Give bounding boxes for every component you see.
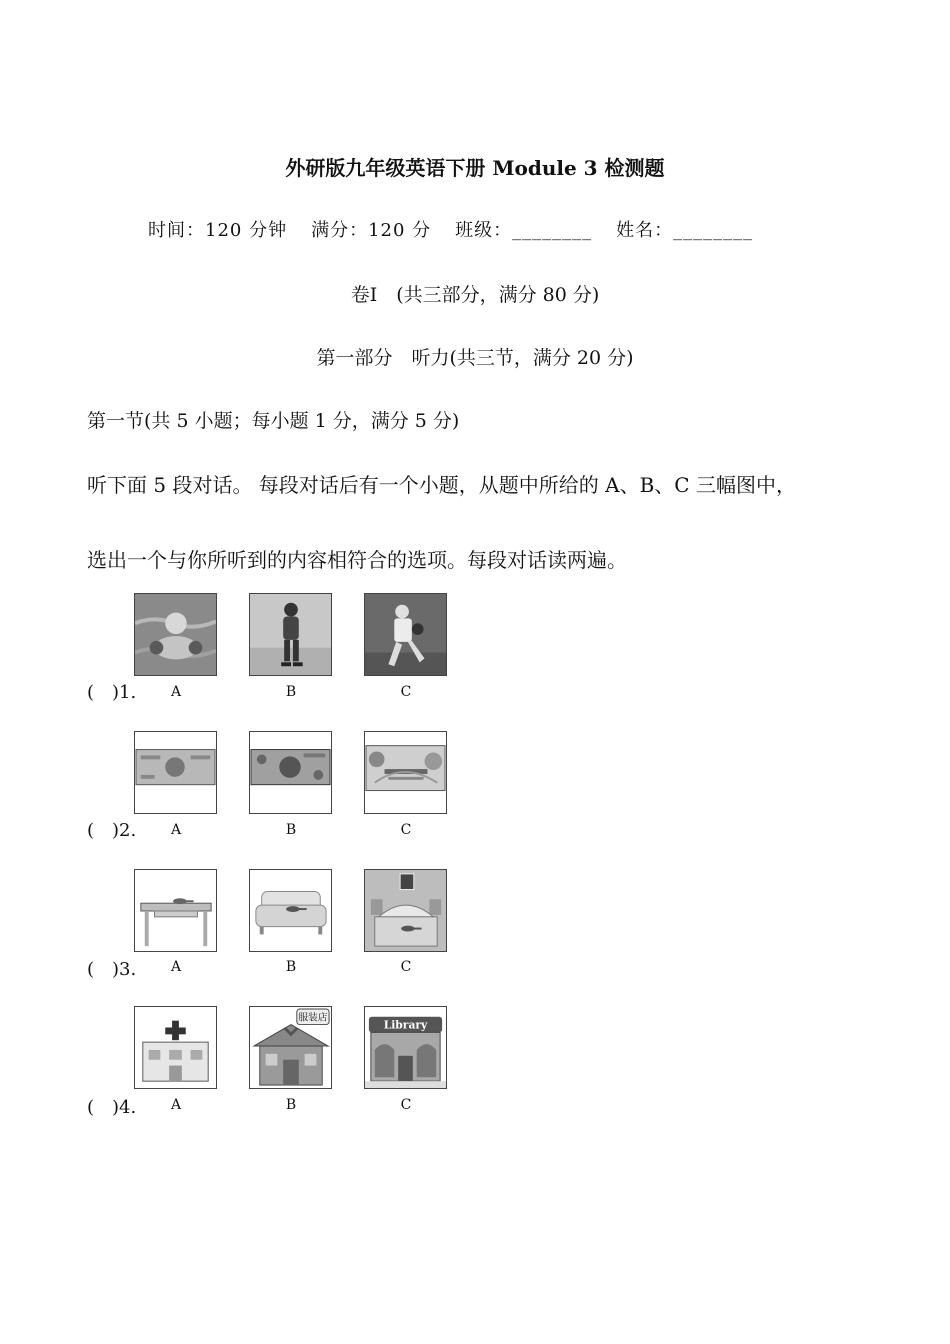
shop-sign-text: 服装店 <box>298 1012 328 1024</box>
hospital-building[interactable] <box>134 1006 217 1089</box>
question-2 <box>0 730 950 850</box>
section-heading: 第一节(共 5 小题；每小题 1 分，满分 5 分) <box>87 410 460 432</box>
option-a-label: A <box>170 822 182 838</box>
sofa-with-key[interactable] <box>249 869 332 952</box>
instruction-line-1: 听下面 5 段对话。 每段对话后有一个小题，从题中所给的 A、B、C 三幅图中， <box>87 473 796 497</box>
exam-time: 时间：120 分钟 <box>148 220 288 241</box>
option-c-label: C <box>400 959 412 975</box>
one-dollar-bill[interactable] <box>134 731 217 814</box>
option-c-label: C <box>400 684 412 700</box>
question-4 <box>0 1005 950 1125</box>
option-c-label: C <box>400 1097 412 1113</box>
bed-with-key[interactable] <box>364 869 447 952</box>
library-building[interactable] <box>364 1006 447 1089</box>
option-b-label: B <box>285 822 297 838</box>
exam-meta <box>148 216 753 242</box>
volume-heading: 卷Ⅰ (共三部分，满分 80 分) <box>350 284 600 306</box>
option-a-label: A <box>170 684 182 700</box>
question-number[interactable]: ( )4. <box>87 1097 137 1118</box>
instruction-line-2: 选出一个与你所听到的内容相符合的选项。每段对话读两遍。 <box>87 548 627 572</box>
skating-photo[interactable] <box>249 593 332 676</box>
desk-with-key[interactable] <box>134 869 217 952</box>
question-number[interactable]: ( )1. <box>87 682 137 703</box>
question-3 <box>0 867 950 987</box>
option-b-label: B <box>285 684 297 700</box>
name-field[interactable]: 姓名：________ <box>616 220 754 241</box>
library-sign-text: Library <box>383 1018 428 1032</box>
question-1 <box>0 592 950 712</box>
question-number[interactable]: ( )3. <box>87 959 137 980</box>
two-dollar-bill[interactable] <box>249 731 332 814</box>
class-field[interactable]: 班级：________ <box>455 220 593 241</box>
part-heading: 第一部分 听力(共三节，满分 20 分) <box>316 347 634 369</box>
page-title: 外研版九年级英语下册 Module 3 检测题 <box>285 156 665 180</box>
baseball-photo[interactable] <box>364 593 447 676</box>
question-number[interactable]: ( )2. <box>87 820 137 841</box>
option-a-label: A <box>170 959 182 975</box>
option-b-label: B <box>285 959 297 975</box>
three-dollar-bill[interactable] <box>364 731 447 814</box>
swimming-photo[interactable] <box>134 593 217 676</box>
clothes-shop-building[interactable] <box>249 1006 332 1089</box>
option-c-label: C <box>400 822 412 838</box>
option-a-label: A <box>170 1097 182 1113</box>
option-b-label: B <box>285 1097 297 1113</box>
exam-score: 满分：120 分 <box>311 220 432 241</box>
